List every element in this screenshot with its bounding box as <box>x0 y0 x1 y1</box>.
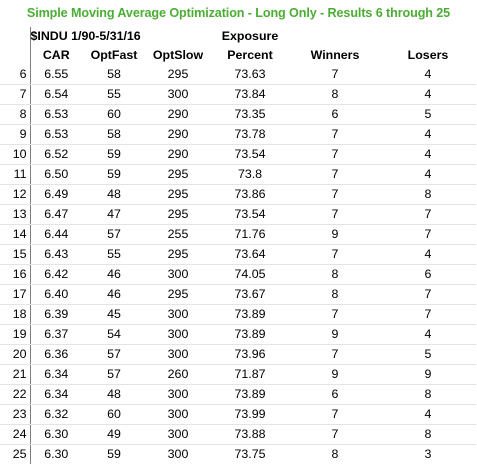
cell-car: 6.30 <box>30 425 82 445</box>
cell-optslow: 300 <box>146 405 210 425</box>
cell-losers: 4 <box>380 85 476 105</box>
table-row <box>0 185 476 205</box>
table-row <box>0 385 476 405</box>
cell-optfast: 48 <box>82 385 146 405</box>
cell-optslow: 295 <box>146 245 210 265</box>
cell-car: 6.32 <box>30 405 82 425</box>
cell-optslow: 295 <box>146 285 210 305</box>
cell-car: 6.39 <box>30 305 82 325</box>
cell-exposure: 73.89 <box>210 385 290 405</box>
cell-losers: 6 <box>380 265 476 285</box>
cell-losers: 8 <box>380 385 476 405</box>
cell-exposure: 73.88 <box>210 425 290 445</box>
table-row <box>0 85 476 105</box>
table-row <box>0 65 476 85</box>
cell-car: 6.30 <box>30 445 82 464</box>
cell-optfast: 57 <box>82 365 146 385</box>
row-number: 11 <box>0 165 30 185</box>
cell-optfast: 54 <box>82 325 146 345</box>
table-row <box>0 145 476 165</box>
row-number: 24 <box>0 425 30 445</box>
table-row <box>0 225 476 245</box>
column-header-winners: Winners <box>290 46 380 65</box>
cell-exposure: 73.8 <box>210 165 290 185</box>
cell-optslow: 260 <box>146 365 210 385</box>
cell-exposure: 73.54 <box>210 205 290 225</box>
cell-optslow: 295 <box>146 165 210 185</box>
cell-car: 6.55 <box>30 65 82 85</box>
table-row <box>0 245 476 265</box>
row-number: 22 <box>0 385 30 405</box>
row-number: 17 <box>0 285 30 305</box>
cell-winners: 6 <box>290 105 380 125</box>
cell-optfast: 45 <box>82 305 146 325</box>
column-header-optslow: OptSlow <box>146 46 210 65</box>
cell-winners: 7 <box>290 185 380 205</box>
cell-losers: 9 <box>380 365 476 385</box>
cell-optslow: 300 <box>146 425 210 445</box>
table-row <box>0 205 476 225</box>
row-number: 7 <box>0 85 30 105</box>
cell-optslow: 295 <box>146 65 210 85</box>
row-number: 20 <box>0 345 30 365</box>
column-header-car: CAR <box>30 46 82 65</box>
cell-optslow: 300 <box>146 445 210 464</box>
column-header-losers: Losers <box>380 46 476 65</box>
cell-exposure: 73.54 <box>210 145 290 165</box>
cell-optfast: 60 <box>82 405 146 425</box>
column-header-percent: Percent <box>210 46 290 65</box>
cell-optslow: 290 <box>146 125 210 145</box>
table-row <box>0 305 476 325</box>
cell-winners: 8 <box>290 85 380 105</box>
cell-optfast: 59 <box>82 445 146 464</box>
cell-exposure: 73.86 <box>210 185 290 205</box>
cell-car: 6.43 <box>30 245 82 265</box>
cell-exposure: 73.84 <box>210 85 290 105</box>
cell-losers: 4 <box>380 325 476 345</box>
cell-optfast: 59 <box>82 145 146 165</box>
cell-losers: 5 <box>380 345 476 365</box>
cell-optfast: 57 <box>82 345 146 365</box>
cell-exposure: 73.96 <box>210 345 290 365</box>
cell-winners: 8 <box>290 285 380 305</box>
cell-exposure: 73.78 <box>210 125 290 145</box>
cell-exposure: 73.63 <box>210 65 290 85</box>
cell-car: 6.53 <box>30 125 82 145</box>
table-header <box>0 27 476 65</box>
cell-losers: 4 <box>380 405 476 425</box>
cell-winners: 7 <box>290 305 380 325</box>
results-table <box>0 27 476 464</box>
ticker-range-label: $INDU 1/90-5/31/16 <box>30 27 210 46</box>
table-row <box>0 285 476 305</box>
row-number: 15 <box>0 245 30 265</box>
cell-optslow: 300 <box>146 265 210 285</box>
cell-optfast: 49 <box>82 425 146 445</box>
cell-exposure: 71.87 <box>210 365 290 385</box>
row-number: 12 <box>0 185 30 205</box>
cell-losers: 7 <box>380 285 476 305</box>
table-row <box>0 125 476 145</box>
cell-optslow: 300 <box>146 325 210 345</box>
cell-optfast: 47 <box>82 205 146 225</box>
cell-car: 6.50 <box>30 165 82 185</box>
cell-car: 6.52 <box>30 145 82 165</box>
cell-losers: 5 <box>380 105 476 125</box>
row-number: 14 <box>0 225 30 245</box>
cell-optfast: 60 <box>82 105 146 125</box>
row-number: 6 <box>0 65 30 85</box>
cell-optslow: 295 <box>146 205 210 225</box>
cell-car: 6.53 <box>30 105 82 125</box>
table-row <box>0 165 476 185</box>
cell-losers: 7 <box>380 305 476 325</box>
cell-losers: 7 <box>380 205 476 225</box>
table-row <box>0 345 476 365</box>
cell-optslow: 255 <box>146 225 210 245</box>
row-number-header <box>0 46 30 65</box>
cell-optslow: 300 <box>146 85 210 105</box>
cell-exposure: 73.99 <box>210 405 290 425</box>
cell-optfast: 46 <box>82 285 146 305</box>
row-number: 10 <box>0 145 30 165</box>
cell-optfast: 58 <box>82 125 146 145</box>
cell-optslow: 295 <box>146 185 210 205</box>
row-number: 21 <box>0 365 30 385</box>
cell-winners: 7 <box>290 65 380 85</box>
cell-winners: 9 <box>290 225 380 245</box>
empty-header-cell <box>380 27 476 46</box>
cell-optslow: 300 <box>146 385 210 405</box>
table-row <box>0 325 476 345</box>
row-number: 16 <box>0 265 30 285</box>
cell-losers: 4 <box>380 125 476 145</box>
page-title: Simple Moving Average Optimization - Long Only - Results 6 through 25 <box>0 6 477 20</box>
cell-exposure: 73.89 <box>210 325 290 345</box>
header-row-columns <box>0 46 476 65</box>
cell-exposure: 71.76 <box>210 225 290 245</box>
row-number: 23 <box>0 405 30 425</box>
exposure-header-top: Exposure <box>210 27 290 46</box>
cell-optfast: 46 <box>82 265 146 285</box>
row-number: 18 <box>0 305 30 325</box>
cell-losers: 4 <box>380 165 476 185</box>
cell-car: 6.42 <box>30 265 82 285</box>
cell-car: 6.47 <box>30 205 82 225</box>
empty-header-cell <box>290 27 380 46</box>
cell-optfast: 58 <box>82 65 146 85</box>
table-row <box>0 445 476 464</box>
cell-losers: 8 <box>380 185 476 205</box>
cell-exposure: 73.64 <box>210 245 290 265</box>
row-number: 9 <box>0 125 30 145</box>
cell-optfast: 55 <box>82 245 146 265</box>
cell-losers: 4 <box>380 245 476 265</box>
row-number: 19 <box>0 325 30 345</box>
cell-exposure: 73.75 <box>210 445 290 464</box>
header-row-top <box>0 27 476 46</box>
cell-winners: 7 <box>290 145 380 165</box>
cell-exposure: 73.67 <box>210 285 290 305</box>
cell-winners: 9 <box>290 365 380 385</box>
table-row <box>0 265 476 285</box>
cell-optfast: 48 <box>82 185 146 205</box>
table-row <box>0 405 476 425</box>
table-row <box>0 425 476 445</box>
table-row <box>0 105 476 125</box>
cell-exposure: 73.35 <box>210 105 290 125</box>
cell-car: 6.34 <box>30 365 82 385</box>
cell-car: 6.36 <box>30 345 82 365</box>
cell-winners: 6 <box>290 385 380 405</box>
cell-optslow: 300 <box>146 345 210 365</box>
row-number: 13 <box>0 205 30 225</box>
cell-winners: 7 <box>290 405 380 425</box>
cell-winners: 9 <box>290 325 380 345</box>
cell-car: 6.37 <box>30 325 82 345</box>
cell-winners: 7 <box>290 165 380 185</box>
cell-winners: 8 <box>290 445 380 464</box>
cell-car: 6.49 <box>30 185 82 205</box>
cell-car: 6.40 <box>30 285 82 305</box>
cell-winners: 7 <box>290 345 380 365</box>
cell-optfast: 57 <box>82 225 146 245</box>
cell-winners: 7 <box>290 425 380 445</box>
table-row <box>0 365 476 385</box>
cell-optfast: 55 <box>82 85 146 105</box>
row-number: 25 <box>0 445 30 464</box>
cell-optslow: 300 <box>146 305 210 325</box>
cell-losers: 4 <box>380 65 476 85</box>
cell-losers: 7 <box>380 225 476 245</box>
cell-car: 6.54 <box>30 85 82 105</box>
row-number: 8 <box>0 105 30 125</box>
cell-optslow: 290 <box>146 105 210 125</box>
row-number-header <box>0 27 30 46</box>
cell-winners: 7 <box>290 245 380 265</box>
cell-exposure: 74.05 <box>210 265 290 285</box>
cell-optslow: 290 <box>146 145 210 165</box>
cell-losers: 4 <box>380 145 476 165</box>
cell-winners: 8 <box>290 265 380 285</box>
column-header-optfast: OptFast <box>82 46 146 65</box>
cell-car: 6.44 <box>30 225 82 245</box>
cell-exposure: 73.89 <box>210 305 290 325</box>
cell-optfast: 59 <box>82 165 146 185</box>
cell-losers: 8 <box>380 425 476 445</box>
table-body <box>0 65 476 464</box>
cell-losers: 3 <box>380 445 476 464</box>
cell-winners: 7 <box>290 205 380 225</box>
cell-winners: 7 <box>290 125 380 145</box>
cell-car: 6.34 <box>30 385 82 405</box>
